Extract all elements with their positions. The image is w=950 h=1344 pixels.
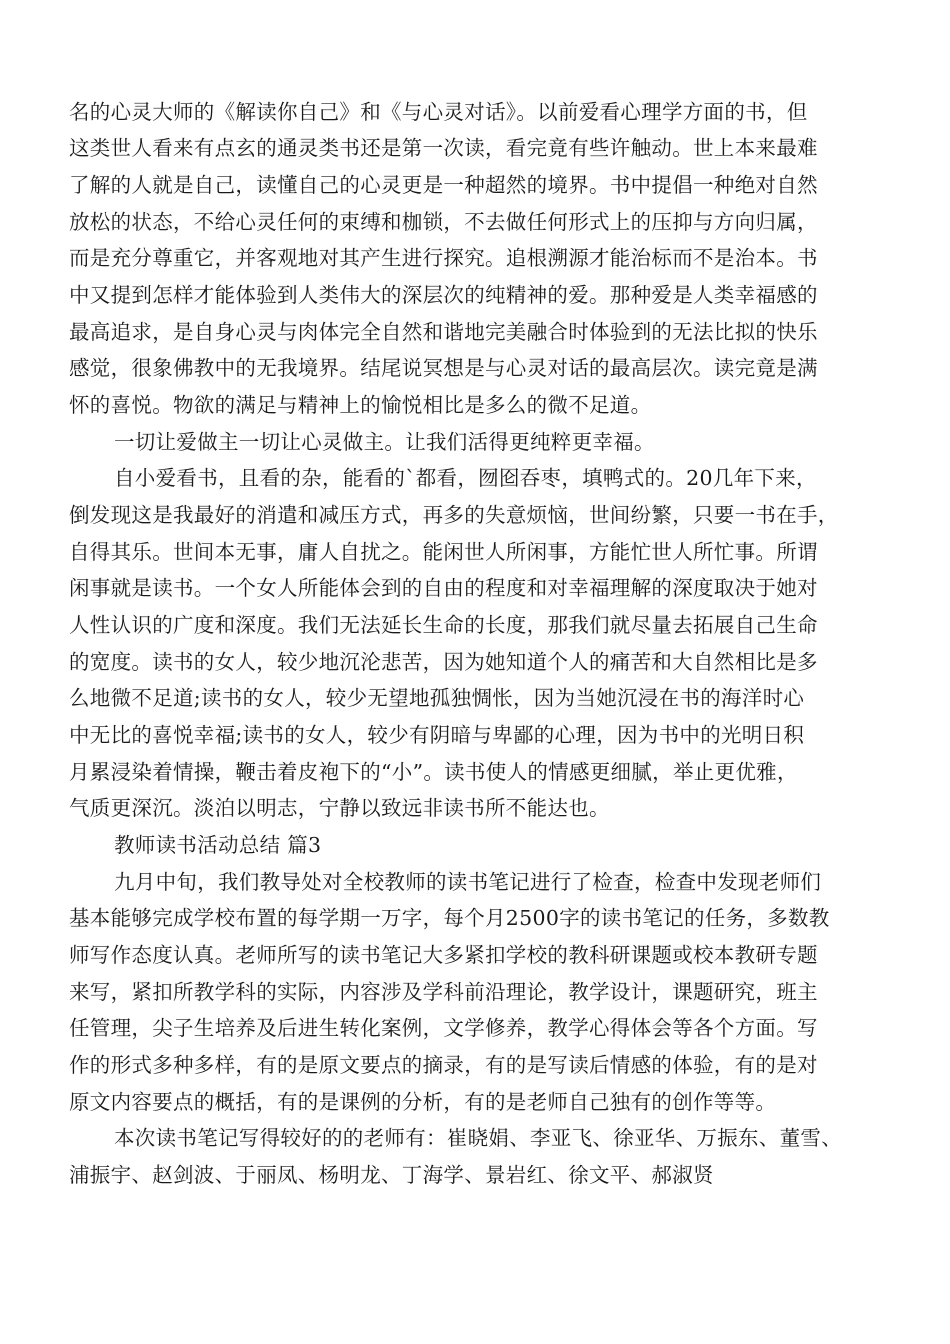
text-line: 最高追求，是自身心灵与肉体完全自然和谐地完美融合时体验到的无法比拟的快乐 <box>69 320 818 344</box>
text-line: 作的形式多种多样，有的是原文要点的摘录，有的是写读后情感的体验，有的是对 <box>69 1053 818 1077</box>
text-line: 感觉，很象佛教中的无我境界。结尾说冥想是与心灵对话的最高层次。读完竟是满 <box>69 356 818 380</box>
text-line: 名的心灵大师的《解读你自己》和《与心灵对话》。以前爱看心理学方面的书，但 <box>69 100 808 124</box>
text-line: 月累浸染着情操，鞭击着皮袍下的“小”。读书使人的情感更细腻，举止更优雅， <box>69 760 798 784</box>
text-line: 原文内容要点的概括，有的是课例的分析，有的是老师自己独有的创作等等。 <box>69 1090 777 1114</box>
text-line: 这类世人看来有点玄的通灵类书还是第一次读，看完竟有些许触动。世上本来最难 <box>69 136 818 160</box>
text-line: 气质更深沉。淡泊以明志，宁静以致远非读书所不能达也。 <box>69 796 610 820</box>
section-heading: 教师读书活动总结 篇3 <box>114 833 322 857</box>
text-line: 任管理，尖子生培养及后进生转化案例，文学修养，教学心得体会等各个方面。写 <box>69 1016 818 1040</box>
text-line: 本次读书笔记写得较好的的老师有：崔晓娟、李亚飞、徐亚华、万振东、董雪、 <box>114 1126 842 1150</box>
text-line: 人性认识的广度和深度。我们无法延长生命的长度，那我们就尽量去拓展自己生命 <box>69 613 818 637</box>
text-line: 来写，紧扣所教学科的实际，内容涉及学科前沿理论，教学设计，课题研究，班主 <box>69 980 818 1004</box>
text-line: 而是充分尊重它，并客观地对其产生进行探究。追根溯源才能治标而不是治本。书 <box>69 246 818 270</box>
text-line: 么地微不足道;读书的女人，较少无望地孤独惆怅，因为当她沉浸在书的海洋时心 <box>69 686 805 710</box>
text-line: 一切让爱做主一切让心灵做主。让我们活得更纯粹更幸福。 <box>114 430 655 454</box>
text-line: 基本能够完成学校布置的每学期一万字，每个月2500字的读书笔记的任务，多数教 <box>69 906 830 930</box>
text-line: 中又提到怎样才能体验到人类伟大的深层次的纯精神的爱。那种爱是人类幸福感的 <box>69 283 818 307</box>
text-line: 倒发现这是我最好的消遣和减压方式，再多的失意烦恼，世间纷繁，只要一书在手， <box>69 503 839 527</box>
text-line: 怀的喜悦。物欲的满足与精神上的愉悦相比是多么的微不足道。 <box>69 393 652 417</box>
text-line: 闲事就是读书。一个女人所能体会到的自由的程度和对幸福理解的深度取决于她对 <box>69 576 818 600</box>
text-line: 中无比的喜悦幸福;读书的女人，较少有阴暗与卑鄙的心理，因为书中的光明日积 <box>69 723 805 747</box>
text-line: 九月中旬，我们教导处对全校教师的读书笔记进行了检查，检查中发现老师们 <box>114 870 822 894</box>
text-line: 自小爱看书，且看的杂，能看的`都看，囫囵吞枣，填鸭式的。20几年下来， <box>114 466 817 490</box>
text-line: 浦振宇、赵剑波、于丽凤、杨明龙、丁海学、景岩红、徐文平、郝淑贤 <box>69 1163 714 1187</box>
text-line: 放松的状态，不给心灵任何的束缚和枷锁，不去做任何形式上的压抑与方向归属， <box>69 210 818 234</box>
text-line: 自得其乐。世间本无事，庸人自扰之。能闲世人所闲事，方能忙世人所忙事。所谓 <box>69 540 818 564</box>
text-line: 师写作态度认真。老师所写的读书笔记大多紧扣学校的教科研课题或校本教研专题 <box>69 943 818 967</box>
text-line: 了解的人就是自己，读懂自己的心灵更是一种超然的境界。书中提倡一种绝对自然 <box>69 173 818 197</box>
text-line: 的宽度。读书的女人，较少地沉沦悲苦，因为她知道个人的痛苦和大自然相比是多 <box>69 650 818 674</box>
